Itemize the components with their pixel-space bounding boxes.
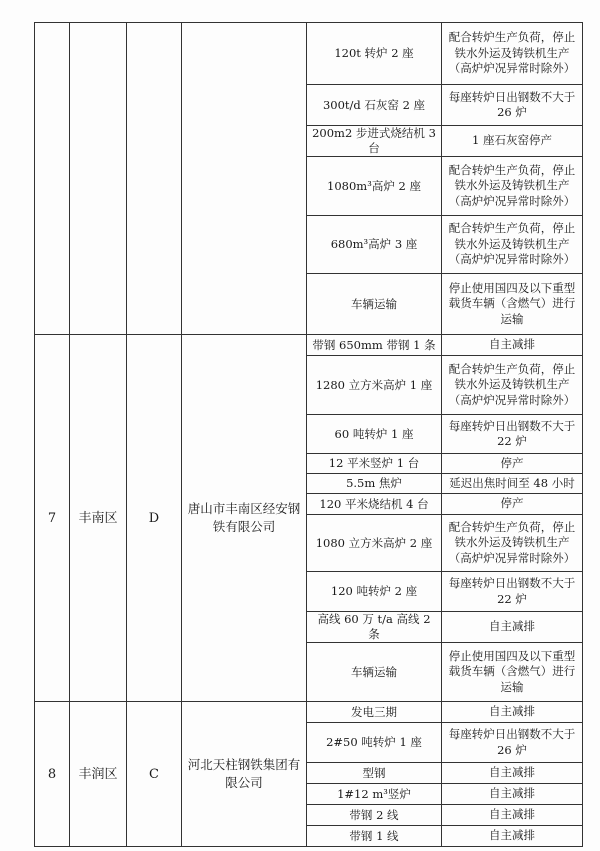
- grade-cell: D: [127, 335, 182, 702]
- company-cell: 河北天柱钢铁集团有限公司: [182, 702, 307, 847]
- measure-cell: 配合转炉生产负荷，停止铁水外运及铸铁机生产（高炉炉况异常时除外）: [442, 356, 583, 415]
- facility-cell: 车辆运输: [307, 643, 442, 702]
- facility-cell: 120 吨转炉 2 座: [307, 572, 442, 612]
- facility-cell: 发电三期: [307, 702, 442, 723]
- measure-cell: 自主减排: [442, 702, 583, 723]
- measure-cell: 自主减排: [442, 763, 583, 784]
- measure-cell: 延迟出焦时间至 48 小时: [442, 474, 583, 494]
- facility-cell: 680m³高炉 3 座: [307, 216, 442, 274]
- company-cell: 唐山市丰南区经安钢铁有限公司: [182, 335, 307, 702]
- grade-cell: C: [127, 702, 182, 847]
- facility-cell: 60 吨转炉 1 座: [307, 415, 442, 454]
- measure-cell: 停止使用国四及以下重型载货车辆（含燃气）进行运输: [442, 274, 583, 335]
- emission-measures-table: [34, 22, 583, 847]
- facility-cell: 1280 立方米高炉 1 座: [307, 356, 442, 415]
- facility-cell: 带钢 650mm 带钢 1 条: [307, 335, 442, 356]
- facility-cell: 车辆运输: [307, 274, 442, 335]
- measure-cell: 自主减排: [442, 784, 583, 805]
- facility-cell: 1#12 m³竖炉: [307, 784, 442, 805]
- district-cell: 丰南区: [70, 335, 127, 702]
- measure-cell: 每座转炉日出钢数不大于 22 炉: [442, 572, 583, 612]
- measure-cell: 停产: [442, 454, 583, 474]
- measure-cell: 停产: [442, 494, 583, 515]
- facility-cell: 1080m³高炉 2 座: [307, 157, 442, 216]
- serial-number-cell: 8: [35, 702, 70, 847]
- facility-cell: 300t/d 石灰窑 2 座: [307, 85, 442, 126]
- facility-cell: 200m2 步进式烧结机 3 台: [307, 126, 442, 157]
- measure-cell: 配合转炉生产负荷，停止铁水外运及铸铁机生产（高炉炉况异常时除外）: [442, 157, 583, 216]
- measure-cell: 每座转炉日出钢数不大于 26 炉: [442, 85, 583, 126]
- measure-cell: 1 座石灰窑停产: [442, 126, 583, 157]
- facility-cell: 12 平米竖炉 1 台: [307, 454, 442, 474]
- measure-cell: 每座转炉日出钢数不大于 26 炉: [442, 723, 583, 763]
- district-cell: [70, 23, 127, 335]
- serial-number-cell: [35, 23, 70, 335]
- company-cell: [182, 23, 307, 335]
- measure-cell: 自主减排: [442, 826, 583, 847]
- facility-cell: 带钢 2 线: [307, 805, 442, 826]
- facility-cell: 120t 转炉 2 座: [307, 23, 442, 85]
- district-cell: 丰润区: [70, 702, 127, 847]
- facility-cell: 2#50 吨转炉 1 座: [307, 723, 442, 763]
- measure-cell: 配合转炉生产负荷，停止铁水外运及铸铁机生产（高炉炉况异常时除外）: [442, 23, 583, 85]
- serial-number-cell: 7: [35, 335, 70, 702]
- facility-cell: 1080 立方米高炉 2 座: [307, 515, 442, 572]
- measure-cell: 自主减排: [442, 335, 583, 356]
- measure-cell: 每座转炉日出钢数不大于 22 炉: [442, 415, 583, 454]
- facility-cell: 120 平米烧结机 4 台: [307, 494, 442, 515]
- measure-cell: 自主减排: [442, 805, 583, 826]
- measure-cell: 配合转炉生产负荷，停止铁水外运及铸铁机生产（高炉炉况异常时除外）: [442, 515, 583, 572]
- measure-cell: 自主减排: [442, 612, 583, 643]
- measure-cell: 停止使用国四及以下重型载货车辆（含燃气）进行运输: [442, 643, 583, 702]
- facility-cell: 带钢 1 线: [307, 826, 442, 847]
- facility-cell: 5.5m 焦炉: [307, 474, 442, 494]
- facility-cell: 型钢: [307, 763, 442, 784]
- facility-cell: 高线 60 万 t/a 高线 2 条: [307, 612, 442, 643]
- grade-cell: [127, 23, 182, 335]
- measure-cell: 配合转炉生产负荷，停止铁水外运及铸铁机生产（高炉炉况异常时除外）: [442, 216, 583, 274]
